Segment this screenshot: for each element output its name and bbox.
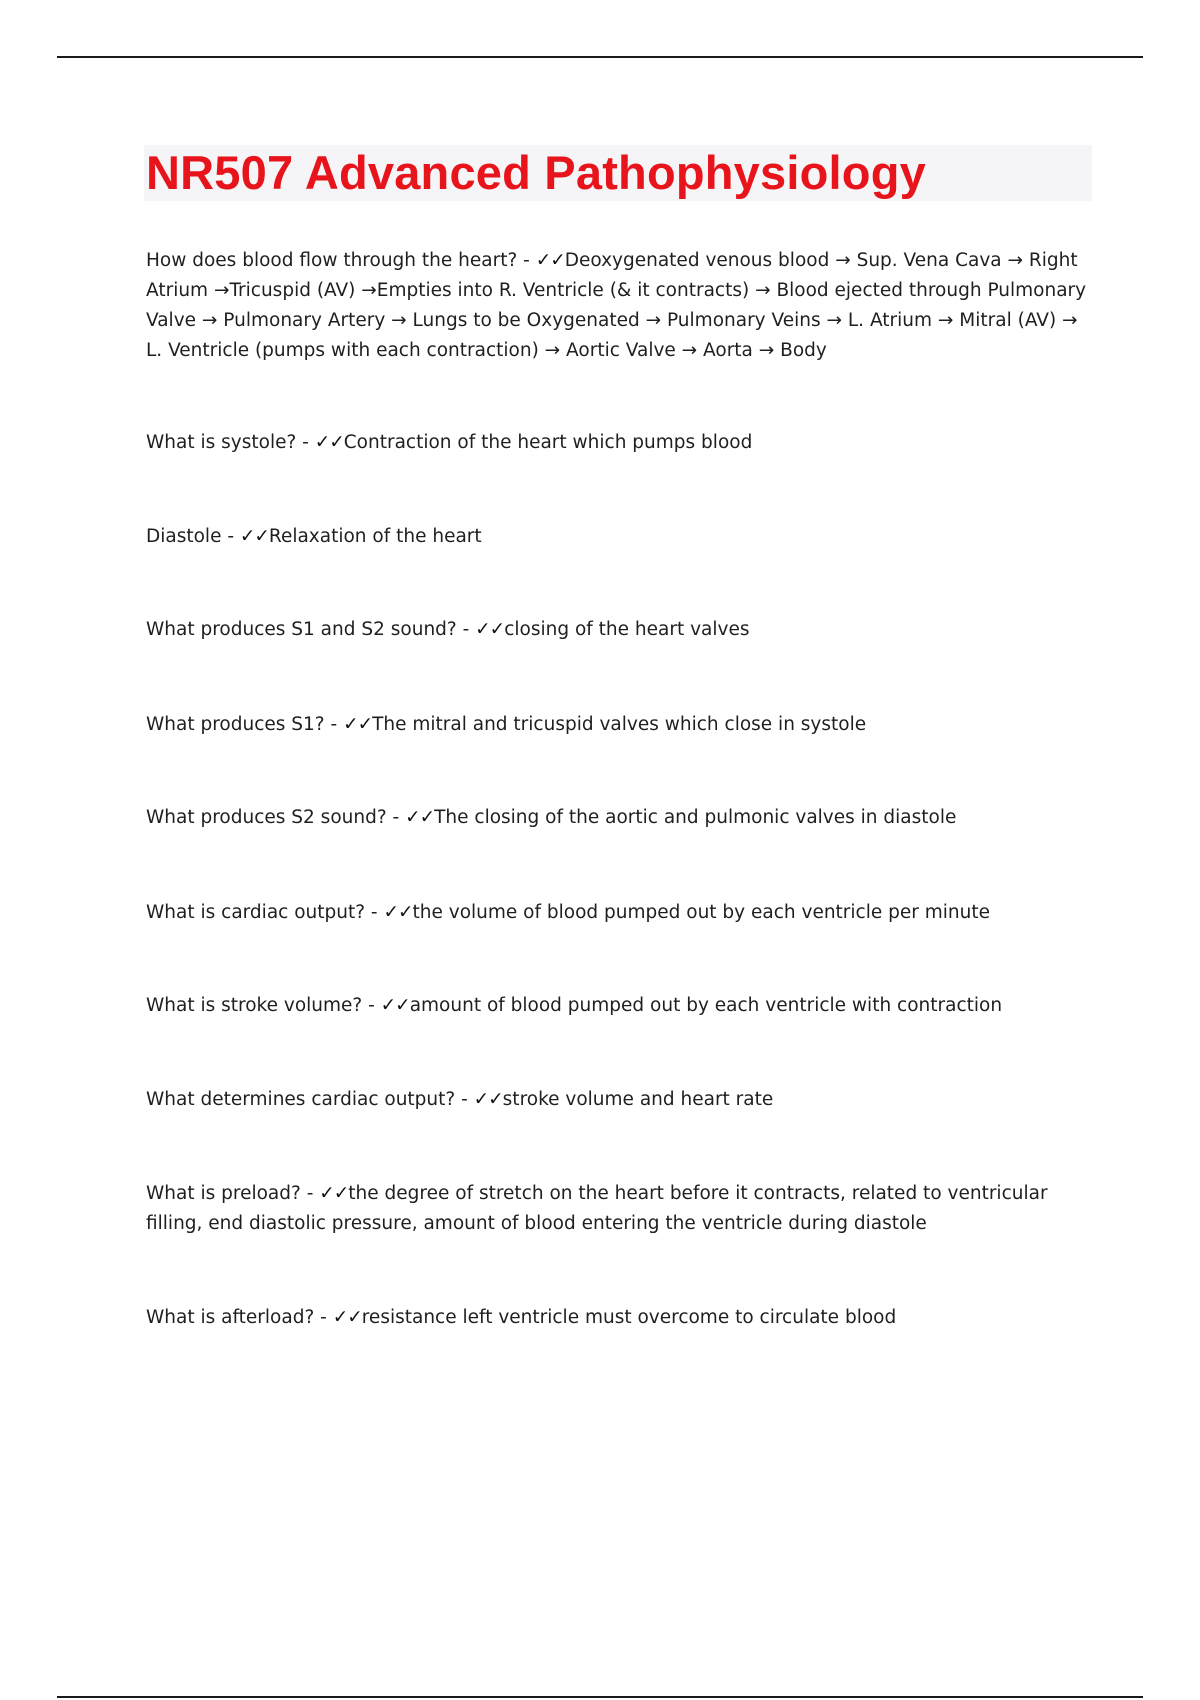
- double-check-icon: ✓✓: [332, 1307, 362, 1328]
- question-text: What is stroke volume?: [146, 995, 363, 1016]
- answer-text: closing of the heart valves: [504, 619, 750, 640]
- question-text: What produces S1 and S2 sound?: [146, 619, 457, 640]
- qa-item: [146, 1303, 1096, 1333]
- qa-item: [146, 428, 1096, 458]
- answer-text: The mitral and tricuspid valves which close in systole: [372, 714, 867, 735]
- separator: -: [300, 1183, 320, 1204]
- double-check-icon: ✓✓: [239, 526, 269, 547]
- answer-text: stroke volume and heart rate: [502, 1089, 774, 1110]
- double-check-icon: ✓✓: [475, 619, 505, 640]
- question-text: What produces S2 sound?: [146, 807, 387, 828]
- answer-text: Contraction of the heart which pumps blood: [343, 432, 753, 453]
- double-check-icon: ✓✓: [380, 995, 410, 1016]
- question-text: What produces S1?: [146, 714, 325, 735]
- answer-text: the degree of stretch on the heart before it contracts, related to ventricular filling, end diastolic pressure, amount of blood entering the ventricle during diastole: [146, 1183, 1048, 1234]
- answer-text: Deoxygenated venous blood → Sup. Vena Cava → Right Atrium →Tricuspid (AV) →Empties into R. Ventricle (& it contracts) → Blood ejected through Pulmonary Valve → Pulmonary Artery → Lungs to be Oxygenated → Pulmonary Veins → L. Atrium → Mitral (AV) → L. Ventricle (pumps with each contraction) → Aortic Valve → Aorta → Body: [146, 250, 1087, 361]
- question-text: Diastole: [146, 526, 222, 547]
- question-text: What determines cardiac output?: [146, 1089, 456, 1110]
- separator: -: [455, 1089, 474, 1110]
- question-text: What is afterload?: [146, 1307, 315, 1328]
- separator: -: [365, 902, 384, 923]
- double-check-icon: ✓✓: [535, 250, 565, 271]
- double-check-icon: ✓✓: [473, 1089, 503, 1110]
- qa-item: [146, 1179, 1096, 1239]
- qa-item: [146, 522, 1096, 552]
- question-text: What is preload?: [146, 1183, 301, 1204]
- qa-item: [146, 803, 1096, 833]
- double-check-icon: ✓✓: [383, 902, 413, 923]
- answer-text: Relaxation of the heart: [268, 526, 482, 547]
- bottom-rule: [57, 1696, 1143, 1698]
- separator: -: [456, 619, 476, 640]
- answer-text: the volume of blood pumped out by each ventricle per minute: [412, 902, 990, 923]
- qa-item: [146, 991, 1096, 1021]
- page-title: NR507 Advanced Pathophysiology: [146, 146, 926, 199]
- qa-item: [146, 246, 1096, 366]
- qa-item: [146, 1085, 1096, 1115]
- separator: -: [221, 526, 240, 547]
- qa-item: [146, 898, 1096, 928]
- answer-text: resistance left ventricle must overcome to circulate blood: [361, 1307, 897, 1328]
- separator: -: [314, 1307, 333, 1328]
- answer-text: The closing of the aortic and pulmonic valves in diastole: [434, 807, 957, 828]
- question-text: How does blood flow through the heart?: [146, 250, 518, 271]
- separator: -: [362, 995, 381, 1016]
- double-check-icon: ✓✓: [343, 714, 373, 735]
- qa-item: [146, 710, 1096, 740]
- double-check-icon: ✓✓: [319, 1183, 349, 1204]
- qa-item: [146, 615, 1096, 645]
- question-text: What is cardiac output?: [146, 902, 366, 923]
- separator: -: [517, 250, 536, 271]
- question-text: What is systole?: [146, 432, 297, 453]
- separator: -: [324, 714, 344, 735]
- double-check-icon: ✓✓: [405, 807, 435, 828]
- separator: -: [296, 432, 315, 453]
- double-check-icon: ✓✓: [314, 432, 344, 453]
- answer-text: amount of blood pumped out by each ventricle with contraction: [409, 995, 1003, 1016]
- top-rule: [57, 56, 1143, 58]
- separator: -: [386, 807, 406, 828]
